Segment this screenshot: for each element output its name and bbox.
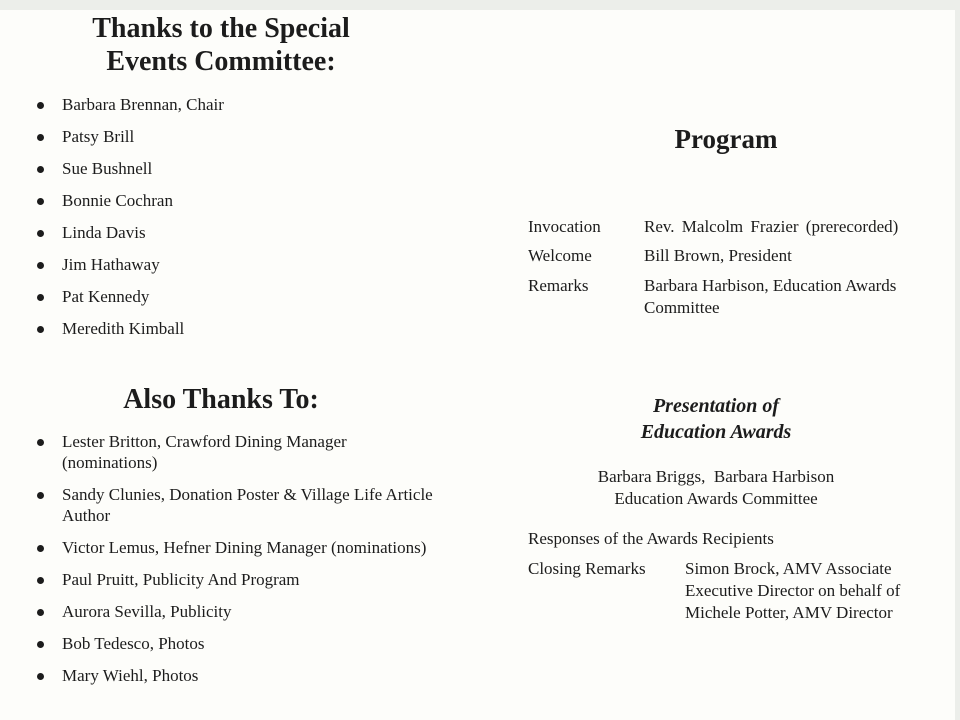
list-item-text: Mary Wiehl, Photos: [62, 666, 199, 685]
list-item: [0, 222, 440, 254]
program-title: Program: [674, 124, 778, 154]
list-item: [0, 94, 440, 126]
presenters: [526, 466, 906, 510]
list-item-text: Aurora Sevilla, Publicity: [62, 602, 232, 621]
list-item: [0, 601, 440, 622]
program-row-value: Simon Brock, AMV Associate Executive Director on behalf of Michele Potter, AMV Director: [685, 559, 901, 622]
list-item-text: Sue Bushnell: [62, 159, 153, 178]
list-item-text: Patsy Brill: [62, 127, 135, 146]
list-item-text: Linda Davis: [62, 223, 146, 242]
list-item-text: Meredith Kimball: [62, 319, 185, 338]
list-item-text: Bonnie Cochran: [62, 191, 173, 210]
list-item-text: Jim Hathaway: [62, 255, 160, 274]
committee-member-list: [0, 94, 440, 350]
program-row-label: Closing Remarks: [528, 559, 646, 578]
also-thanks-heading: Also Thanks To:: [123, 384, 319, 415]
bullet-icon: [37, 198, 44, 205]
presenters-committee: Education Awards Committee: [614, 489, 818, 508]
bullet-icon: [37, 166, 44, 173]
committee-heading: [0, 12, 442, 78]
committee-heading-line1: Thanks to the Special: [92, 13, 350, 44]
bullet-icon: [37, 134, 44, 141]
list-item: [0, 537, 440, 558]
program-row-label: Welcome: [528, 246, 592, 265]
bullet-icon: [37, 102, 44, 109]
list-item-text: Sandy Clunies, Donation Poster & Village Life Article Author: [62, 485, 433, 525]
presentation-title: [556, 393, 876, 445]
list-item-text: Lester Britton, Crawford Dining Manager (nominations): [62, 432, 347, 472]
bullet-icon: [37, 439, 44, 446]
program-row-value: Barbara Harbison, Education Awards Committee: [644, 276, 897, 317]
program-row-label: Invocation: [528, 217, 601, 236]
presentation-title-line1: Presentation of: [652, 395, 780, 417]
list-item: [0, 254, 440, 286]
list-item-text: Barbara Brennan, Chair: [62, 95, 224, 114]
bullet-icon: [37, 492, 44, 499]
acknowledgements-column: [0, 10, 470, 720]
list-item-text: Bob Tedesco, Photos: [62, 634, 205, 653]
bullet-icon: [37, 262, 44, 269]
bullet-icon: [37, 641, 44, 648]
list-item: [0, 158, 440, 190]
list-item-text: Paul Pruitt, Publicity And Program: [62, 570, 300, 589]
list-item: [0, 431, 440, 473]
bullet-icon: [37, 294, 44, 301]
list-item: [0, 126, 440, 158]
list-item: [0, 569, 440, 590]
list-item-text: Victor Lemus, Hefner Dining Manager (nominations): [62, 538, 427, 557]
list-item: [0, 318, 440, 350]
presentation-title-line2: Education Awards: [640, 421, 792, 443]
program-row-label: Remarks: [528, 276, 589, 295]
bullet-icon: [37, 326, 44, 333]
program-row-value: Bill Brown, President: [644, 246, 792, 265]
list-item-text: Pat Kennedy: [62, 287, 150, 306]
bullet-icon: [37, 609, 44, 616]
list-item: [0, 665, 440, 686]
program-row-value: Rev. Malcolm Frazier (prerecorded): [644, 217, 899, 236]
bullet-icon: [37, 577, 44, 584]
committee-heading-line2: Events Committee:: [106, 46, 336, 77]
also-thanks-list: [0, 431, 440, 697]
bullet-icon: [37, 230, 44, 237]
bullet-icon: [37, 673, 44, 680]
program-column: [470, 10, 955, 720]
program-sheet: [0, 10, 955, 720]
responses-line: Responses of the Awards Recipients: [528, 529, 774, 548]
list-item: [0, 633, 440, 654]
list-item: [0, 286, 440, 318]
presenters-names: Barbara Briggs, Barbara Harbison: [597, 467, 835, 486]
bullet-icon: [37, 545, 44, 552]
list-item: [0, 190, 440, 222]
list-item: [0, 484, 440, 526]
